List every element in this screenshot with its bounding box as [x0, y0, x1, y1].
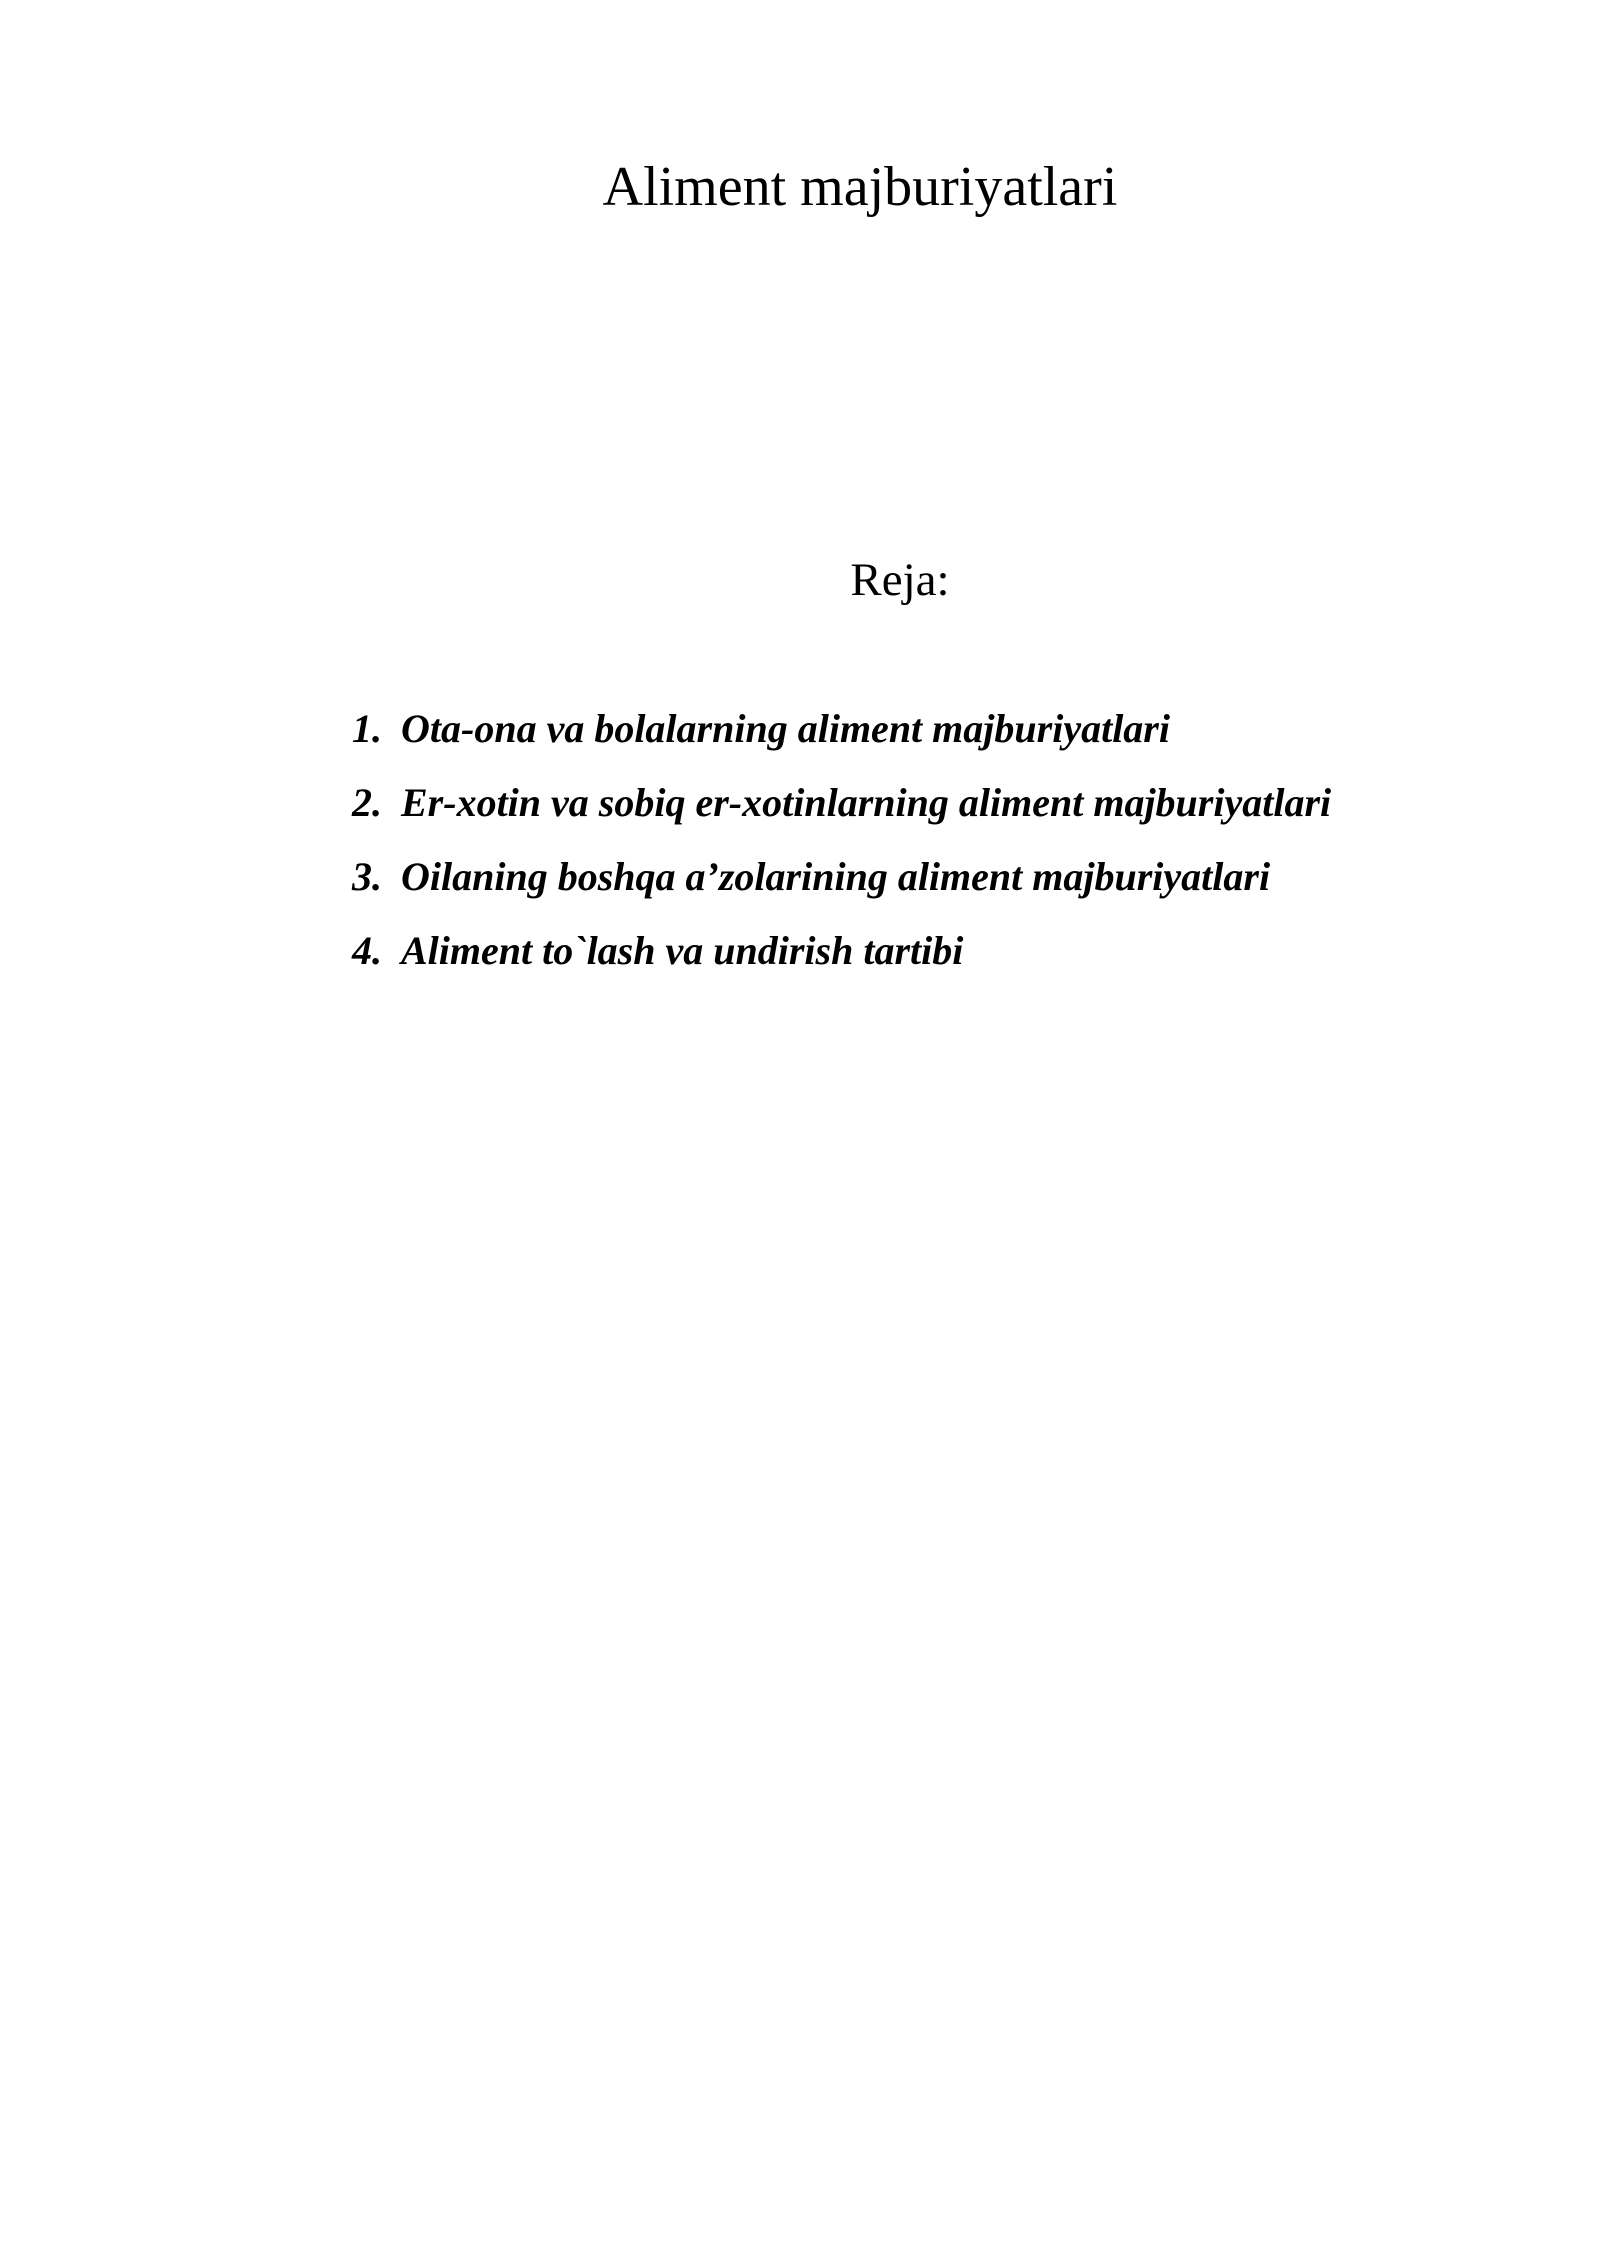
plan-item-text: Oilaning boshqa a’zolarining aliment majburiyatlari	[401, 854, 1271, 899]
plan-item-4	[352, 914, 1331, 988]
plan-item-3	[352, 840, 1331, 914]
plan-item-1	[352, 692, 1331, 766]
plan-item-text: Er-xotin va sobiq er-xotinlarning aliment majburiyatlari	[401, 780, 1332, 825]
plan-item-2	[352, 766, 1331, 840]
document-title: Aliment majburiyatlari	[602, 156, 1118, 218]
plan-list	[352, 692, 1331, 988]
plan-item-number: 3.	[352, 854, 382, 899]
plan-item-number: 4.	[352, 928, 382, 973]
plan-item-text: Aliment to`lash va undirish tartibi	[401, 928, 964, 973]
plan-item-text: Ota-ona va bolalarning aliment majburiyatlari	[401, 706, 1170, 751]
plan-heading: Reja:	[850, 554, 950, 606]
plan-item-number: 2.	[352, 780, 382, 825]
plan-item-number: 1.	[352, 706, 382, 751]
